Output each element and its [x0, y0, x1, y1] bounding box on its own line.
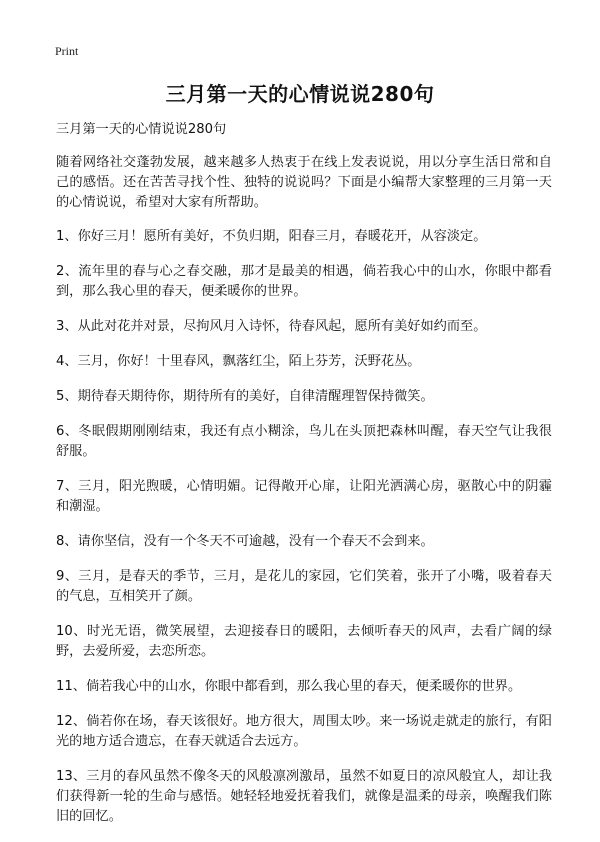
- print-link[interactable]: Print: [55, 44, 79, 58]
- list-item: 7、三月，阳光煦暖，心情明媚。记得敞开心扉，让阳光洒满心房，驱散心中的阴霾和潮湿。: [56, 479, 552, 514]
- intro-paragraph: 随着网络社交蓬勃发展，越来越多人热衷于在线上发表说说，用以分享生活日常和自己的感悟。还在苦苦寻找个性、独特的说说吗？下面是小编帮大家整理的三月第一天的心情说说，希望对大家有所帮助。: [56, 155, 552, 210]
- article-body: [56, 120, 552, 842]
- list-item: 6、冬眠假期刚刚结束，我还有点小糊涂，鸟儿在头顶把森林叫醒，春天空气让我很舒服。: [56, 424, 552, 459]
- list-item: 11、倘若我心中的山水，你眼中都看到，那么我心里的春天，便柔暖你的世界。: [56, 679, 522, 694]
- list-item: 9、三月，是春天的季节，三月，是花儿的家园，它们笑着，张开了小嘴，吸着春天的气息，互相笑开了颜。: [56, 569, 552, 604]
- list-item: 10、时光无语，微笑展望，去迎接春日的暖阳，去倾听春天的风声，去看广阔的绿野，去爱所爱，去恋所恋。: [56, 624, 552, 659]
- list-item: 4、三月，你好！十里春风，飘落红尘，陌上芬芳，沃野花丛。: [56, 354, 421, 369]
- list-item: 5、期待春天期待你，期待所有的美好，自律清醒理智保持微笑。: [56, 389, 434, 404]
- page-title: 三月第一天的心情说说280句: [165, 82, 435, 106]
- list-item: 12、倘若你在场，春天该很好。地方很大，周围太吵。来一场说走就走的旅行，有阳光的地方适合遗忘，在春天就适合去远方。: [56, 714, 552, 749]
- list-item: 13、三月的春风虽然不像冬天的风般凛冽激昂，虽然不如夏日的凉风般宜人，却让我们获得新一轮的生命与感悟。她轻轻地爱抚着我们，就像是温柔的母亲，唤醒我们陈旧的回忆。: [56, 769, 552, 824]
- list-item: 3、从此对花并对景，尽拘风月入诗怀，待春风起，愿所有美好如约而至。: [56, 319, 487, 334]
- list-item: 2、流年里的春与心之春交融，那才是最美的相遇，倘若我心中的山水，你眼中都看到，那么我心里的春天，便柔暖你的世界。: [56, 264, 552, 299]
- list-item: 1、你好三月！愿所有美好，不负归期，阳春三月，春暖花开，从容淡定。: [56, 229, 487, 244]
- article-subtitle: 三月第一天的心情说说280句: [56, 122, 227, 137]
- list-item: 8、请你坚信，没有一个冬天不可逾越，没有一个春天不会到来。: [56, 534, 434, 549]
